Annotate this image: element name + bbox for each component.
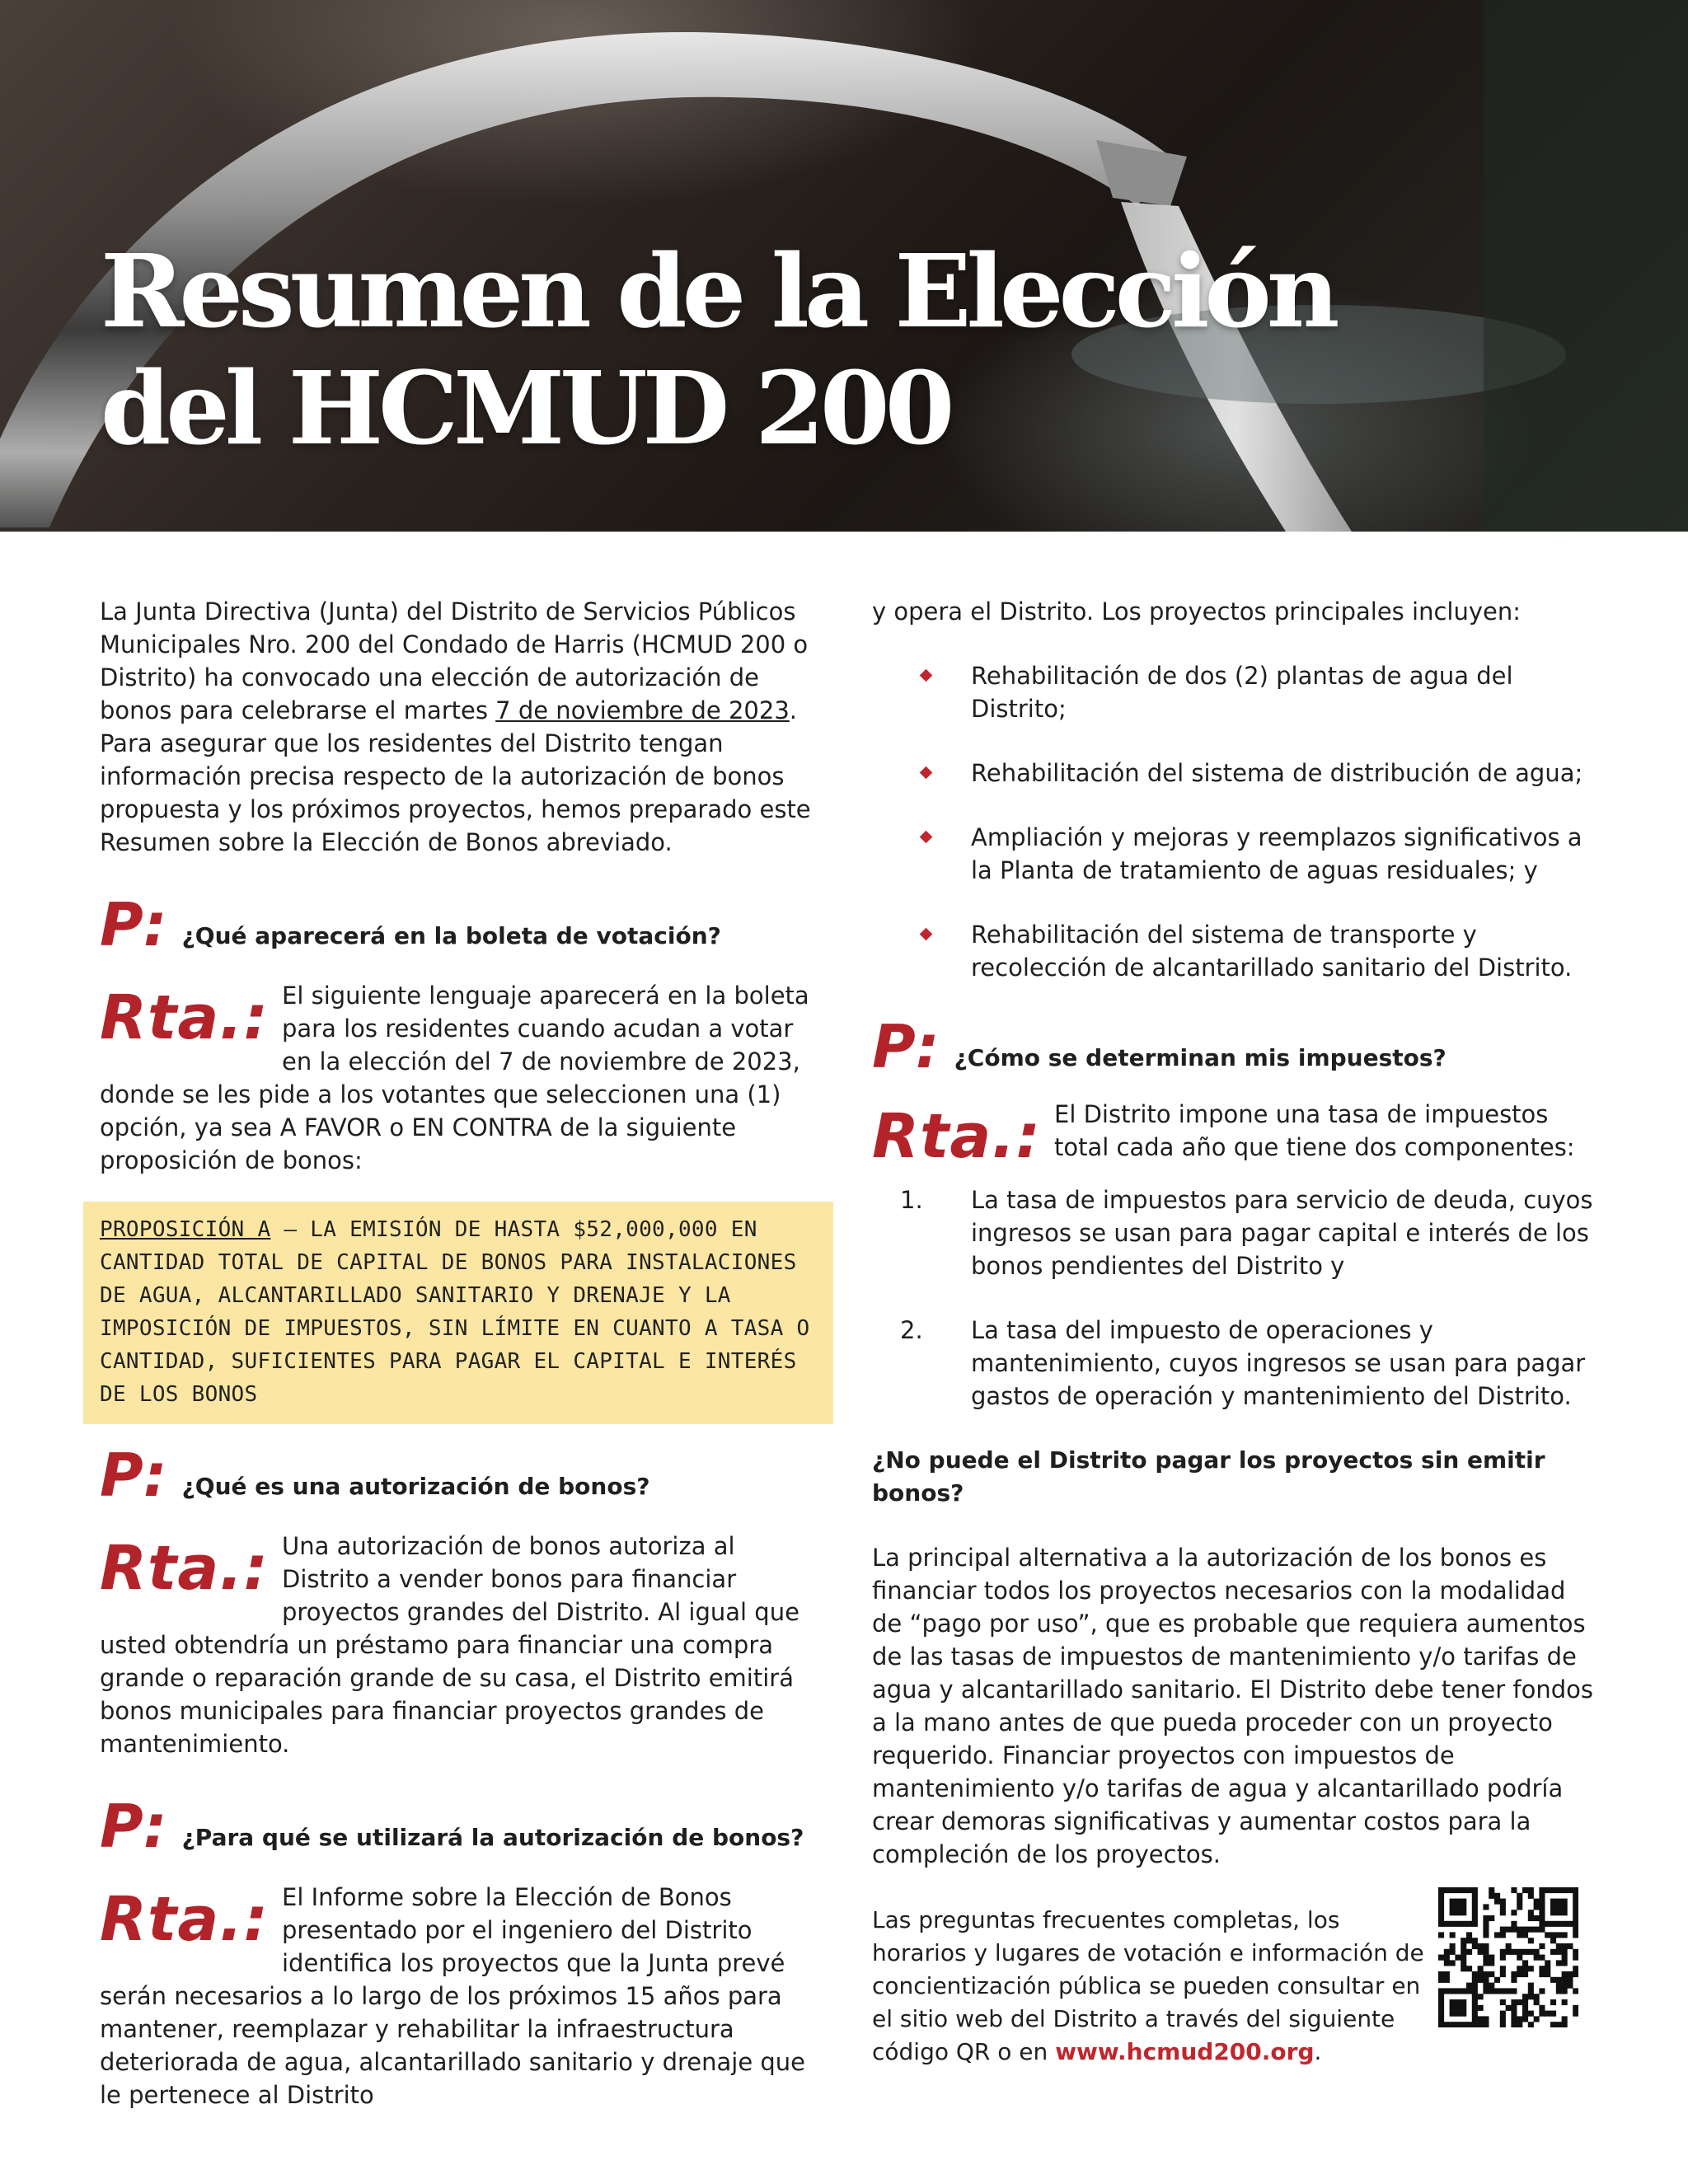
footer-text-body: Las preguntas frecuentes completas, los horarios y lugares de votación e información de concientización pública se pueden consultar en el sitio web del Distrito a través del siguiente código QR o en xyxy=(872,1906,1424,2065)
answer-3 xyxy=(100,1881,817,2111)
proposition-text: – LA EMISIÓN DE HASTA $52,000,000 EN CANTIDAD TOTAL DE CAPITAL DE BONOS PARA INSTALACIONES DE AGUA, ALCANTARILLADO SANITARIO Y DRENAJE Y LA IMPOSICIÓN DE IMPUESTOS, SIN LÍMITE EN CUANTO A TASA O CANTIDAD, SUFICIENTES PARA PAGAR EL CAPITAL E INTERÉS DE LOS BONOS xyxy=(100,1217,810,1407)
intro-text-end: . Para asegurar que los residentes del Distrito tengan información precisa respecto de la autorización de bonos propuesta y los próximos proyectos, hemos preparado este Resumen sobre la Elección de Bonos abreviado. xyxy=(100,696,811,856)
title-line-2: del HCMUD 200 xyxy=(101,349,950,467)
intro-text-start: La Junta Directiva (Junta) del Distrito de Servicios Públicos Municipales Nro. 200 del Condado de Harris (HCMUD 200 o Distrito) ha convocado una elección de autorización de bonos para celebrarse el martes xyxy=(100,598,809,724)
answer-1-text: El siguiente lenguaje aparecerá en la boleta para los residentes cuando acudan a votar en la elección del 7 de noviembre de 2023, donde se les pide a los votantes que seleccionen una (1) opción, ya sea A FAVOR o EN CONTRA de la siguiente proposición de bonos: xyxy=(100,982,809,1174)
answer-mark-label: Rta.: xyxy=(872,1101,1041,1172)
project-text: Rehabilitación de dos (2) plantas de agua del Distrito; xyxy=(971,662,1513,723)
hero-banner xyxy=(0,0,1688,532)
answer-mark-label: Rta.: xyxy=(100,982,269,1053)
tax-components-list xyxy=(872,1183,1597,1413)
answer-5-text: La principal alternativa a la autorización de los bonos es financiar todos los proyectos necesarios con la modalidad de “pago por uso”, que es probable que requiera aumentos de las tasas de impuestos de mantenimiento y/o tarifas de agua y alcantarillado sanitario. El Distrito debe tener fondos a la mano antes de que pueda proceder con un proyecto requerido. Financiar proyectos con impuestos de mantenimiento y/o tarifas de agua y alcantarillado podría crear demoras significativas y aumentar costos para la compleción de los proyectos. xyxy=(872,1544,1593,1868)
component-text: La tasa del impuesto de operaciones y mantenimiento, cuyos ingresos se usan para pagar gastos de operación y mantenimiento del Distrito. xyxy=(971,1316,1586,1410)
question-1-text: ¿Qué aparecerá en la boleta de votación? xyxy=(181,922,721,949)
question-2 xyxy=(100,1441,817,1510)
question-3-text: ¿Para qué se utilizará la autorización de bonos? xyxy=(181,1824,804,1851)
answer-4-text: El Distrito impone una tasa de impuestos total cada año que tiene dos componentes: xyxy=(1054,1100,1575,1161)
question-mark-label: P: xyxy=(100,1441,167,1510)
title-line-1: Resumen de la Elección xyxy=(101,232,1335,350)
answer-3-continuation: y opera el Distrito. Los proyectos principales incluyen: xyxy=(872,598,1521,626)
answer-1 xyxy=(100,979,817,1177)
question-4 xyxy=(872,1012,1597,1081)
list-item xyxy=(872,1314,1597,1413)
question-mark-label: P: xyxy=(100,890,167,959)
answer-2-text: Una autorización de bonos autoriza al Distrito a vender bonos para financiar proyectos grandes del Distrito. Al igual que usted obtendría un préstamo para financiar una compra grande o reparación grande de su casa, el Distrito emitirá bonos municipales para financiar proyectos grandes de mantenimiento. xyxy=(100,1532,799,1758)
election-date: 7 de noviembre de 2023 xyxy=(495,696,790,724)
list-item xyxy=(872,757,1597,790)
left-column xyxy=(100,595,817,2111)
question-1 xyxy=(100,890,817,959)
diamond-bullet-icon xyxy=(920,669,933,682)
project-text: Rehabilitación del sistema de transporte y recolección de alcantarillado sanitario del Distrito. xyxy=(971,921,1573,982)
footer-text xyxy=(872,1904,1441,2069)
qr-code-graphic xyxy=(1438,1887,1578,2027)
answer-mark-label: Rta.: xyxy=(100,1533,269,1604)
qr-code-icon[interactable] xyxy=(1438,1887,1578,2027)
diamond-bullet-icon xyxy=(920,831,933,844)
component-text: La tasa de impuestos para servicio de deuda, cuyos ingresos se usan para pagar capital e interés de los bonos pendientes del Distrito y xyxy=(971,1186,1593,1280)
answer-4 xyxy=(872,1098,1597,1172)
right-column xyxy=(872,595,1597,2069)
diamond-bullet-icon xyxy=(920,766,933,780)
question-5-text: ¿No puede el Distrito pagar los proyectos sin emitir bonos? xyxy=(872,1446,1545,1507)
question-3 xyxy=(100,1792,817,1861)
list-number: 2. xyxy=(900,1316,923,1344)
list-item xyxy=(872,659,1597,725)
list-item xyxy=(872,821,1597,887)
diamond-bullet-icon xyxy=(920,928,933,941)
project-text: Ampliación y mejoras y reemplazos significativos a la Planta de tratamiento de aguas residuales; y xyxy=(971,823,1582,884)
page-title xyxy=(101,232,1335,466)
proposition-box xyxy=(83,1202,833,1424)
question-mark-label: P: xyxy=(100,1792,167,1861)
list-item xyxy=(872,1183,1597,1282)
answer-2 xyxy=(100,1530,817,1760)
footer-text-end: . xyxy=(1314,2038,1322,2065)
answer-mark-label: Rta.: xyxy=(100,1884,269,1955)
proposition-label: PROPOSICIÓN A xyxy=(100,1217,271,1242)
question-4-text: ¿Cómo se determinan mis impuestos? xyxy=(954,1044,1447,1071)
question-2-text: ¿Qué es una autorización de bonos? xyxy=(181,1473,650,1500)
list-number: 1. xyxy=(900,1186,923,1214)
website-link[interactable]: www.hcmud200.org xyxy=(1055,2038,1315,2065)
projects-list xyxy=(872,659,1597,984)
list-item xyxy=(872,918,1597,984)
question-mark-label: P: xyxy=(872,1012,940,1081)
answer-3-text: El Informe sobre la Elección de Bonos presentado por el ingeniero del Distrito identifica los proyectos que la Junta prevé serán necesarios a lo largo de los próximos 15 años para mantener, reemplazar y rehabilitar la infraestructura deteriorada de agua, alcantarillado sanitario y drenaje que le pertenece al Distrito xyxy=(100,1883,806,2109)
intro-paragraph xyxy=(100,595,817,859)
project-text: Rehabilitación del sistema de distribución de agua; xyxy=(971,759,1583,787)
